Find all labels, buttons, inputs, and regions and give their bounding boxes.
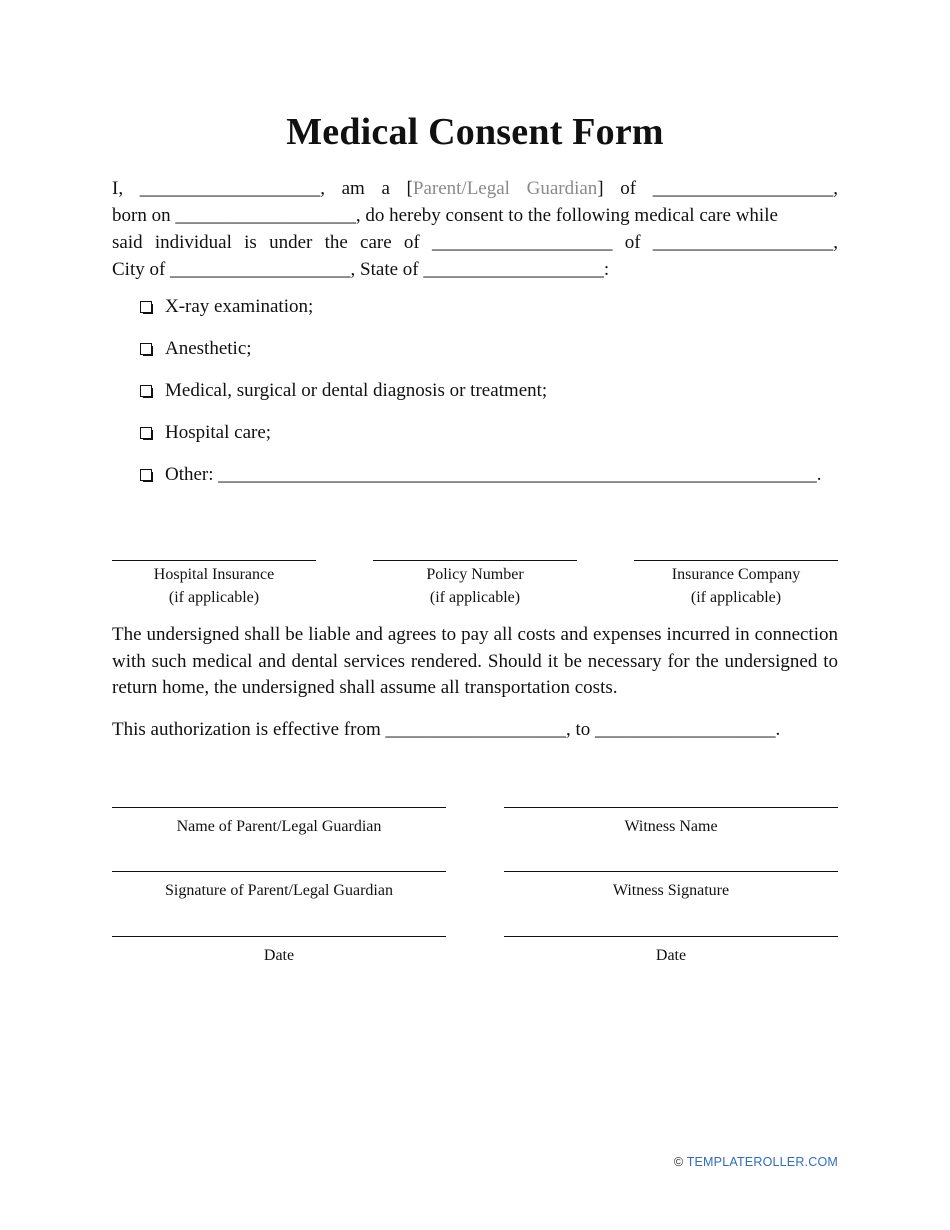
field-sublabel: (if applicable) [168,589,260,606]
checkbox-icon[interactable] [140,469,153,482]
checklist-label: Medical, surgical or dental diagnosis or treatment; [165,380,548,401]
intro-word: under [269,232,313,253]
blank-caretaker: ___________________ [431,232,613,253]
checkbox-icon[interactable] [140,385,153,398]
intro-word: individual [154,232,232,253]
signature-line[interactable] [112,806,446,808]
relationship-placeholder-end: Guardian] [526,178,604,199]
relationship-placeholder: [Parent/Legal [406,178,510,199]
intro-paragraph [112,175,838,283]
intro-line-2: born on ___________________, do hereby consent to the following medical care while [112,205,778,226]
signature-line[interactable] [112,546,316,561]
signature-line[interactable] [112,870,446,872]
signature-line[interactable] [373,546,577,561]
checklist-item[interactable] [140,338,252,360]
authorization-statement: This authorization is effective from ___________________, to ___________________. [112,719,781,740]
intro-word: a [381,178,390,199]
field-sublabel: (if applicable) [429,589,521,606]
signature-field[interactable] [112,870,446,900]
field-label: Date [655,947,687,964]
insurance-field[interactable] [112,546,316,609]
intro-line-3 [112,229,838,256]
field-label: Date [263,947,295,964]
copyright-symbol: © [673,1155,684,1169]
intro-word: is [244,232,257,253]
blank-minor-name: ___________________, [652,178,838,199]
insurance-fields [112,546,838,616]
intro-word: of [620,178,637,199]
signature-field[interactable] [504,870,838,900]
checklist-label: Hospital care; [165,422,272,443]
checklist-item[interactable] [140,380,547,402]
checkbox-icon[interactable] [140,301,153,314]
field-label: Hospital Insurance [153,566,275,583]
checklist-label: Other: _______________________________________________________________. [165,464,822,485]
signature-field[interactable] [504,806,838,836]
field-label: Name of Parent/Legal Guardian [176,818,382,835]
blank-address: ___________________, [652,232,838,253]
signature-field[interactable] [112,806,446,836]
field-label: Witness Name [624,818,718,835]
blank-name: ___________________, [139,178,325,199]
placeholder-text: Guardian [526,178,598,199]
intro-line-1 [112,175,838,202]
signature-line[interactable] [504,935,838,937]
footer-link[interactable]: TEMPLATEROLLER.COM [686,1155,838,1169]
field-sublabel: (if applicable) [690,589,782,606]
checklist-label: Anesthetic; [165,338,252,359]
checklist-item[interactable] [140,296,313,318]
checkbox-icon[interactable] [140,343,153,356]
checklist-label: X-ray examination; [165,296,314,317]
intro-word: care [360,232,392,253]
field-label: Witness Signature [612,882,730,899]
signature-field[interactable] [112,935,446,965]
checkbox-icon[interactable] [140,427,153,440]
intro-word: the [324,232,348,253]
signature-line[interactable] [634,546,838,561]
intro-word: am [341,178,365,199]
intro-word: of [403,232,420,253]
field-label: Signature of Parent/Legal Guardian [165,882,393,899]
intro-line-4: City of ___________________, State of ___________________: [112,259,610,280]
field-label: Policy Number [426,566,524,583]
insurance-field[interactable] [634,546,838,609]
liability-paragraph: The undersigned shall be liable and agrees to pay all costs and expenses incurred in connection with such medical and dental services rendered. Should it be necessary for the undersigned to return home, the undersigned shall assume all transportation costs. [112,624,838,698]
signature-line[interactable] [112,935,446,937]
page-title: Medical Consent Form [286,111,664,153]
intro-word: said [112,232,143,253]
signature-field[interactable] [504,935,838,965]
insurance-field[interactable] [373,546,577,609]
intro-word: I, [112,178,124,199]
placeholder-text: Parent/Legal [412,178,510,199]
signature-line[interactable] [504,870,838,872]
intro-word: of [624,232,641,253]
field-label: Insurance Company [671,566,801,583]
checklist-item[interactable] [140,422,271,444]
signature-line[interactable] [504,806,838,808]
footer-credit [674,1155,838,1169]
checklist-item[interactable] [140,464,822,486]
